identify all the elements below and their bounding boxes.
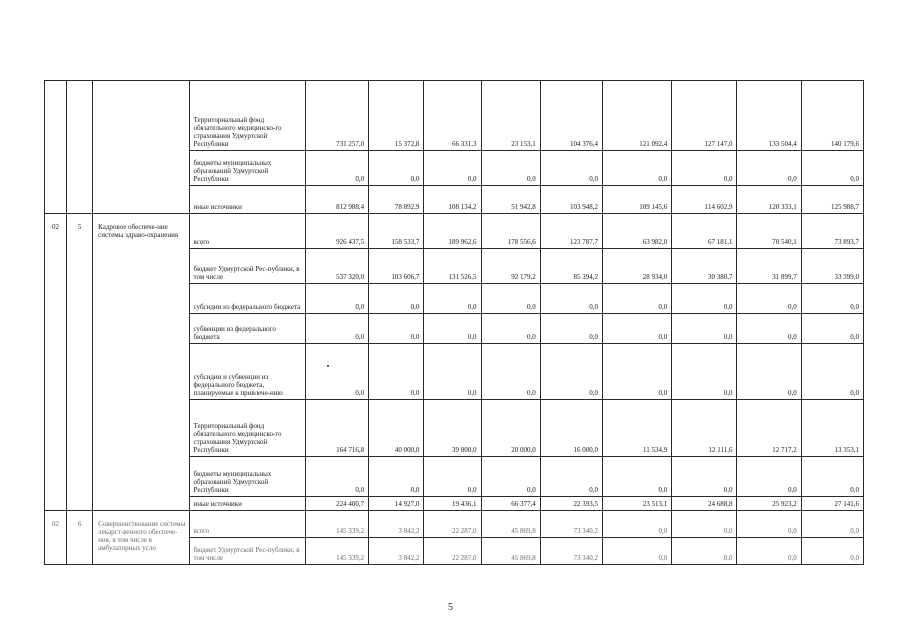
amount-cell: 0,0 — [602, 314, 671, 344]
amount-cell: 164 716,8 — [305, 400, 368, 457]
amount-cell: 14 927,0 — [369, 497, 424, 511]
amount-cell: 31 899,7 — [737, 249, 801, 284]
amount-cell: 70 540,1 — [737, 214, 801, 249]
funding-source-cell — [189, 538, 305, 565]
amount-cell: 12 717,2 — [737, 400, 801, 457]
amount-cell: 0,0 — [305, 284, 368, 314]
amount-cell: 24 688,8 — [672, 497, 737, 511]
amount-cell: 0,0 — [801, 538, 863, 565]
amount-cell: 178 556,6 — [481, 214, 540, 249]
amount-cell: 0,0 — [672, 538, 737, 565]
funding-source-label: Территориальный фонд обязательного медицинско-го страхования Удмуртской Республики — [193, 116, 282, 148]
amount-cell: 0,0 — [540, 284, 602, 314]
amount-cell: 0,0 — [737, 284, 801, 314]
amount-cell: 0,0 — [369, 151, 424, 186]
table-row — [45, 81, 864, 151]
amount-cell: 0,0 — [801, 344, 863, 400]
amount-cell: 125 988,7 — [801, 186, 863, 214]
funding-source-cell — [189, 457, 305, 497]
funding-source-cell — [189, 214, 305, 249]
amount-cell: 0,0 — [737, 457, 801, 497]
amount-cell: 13 353,1 — [801, 400, 863, 457]
amount-cell: 73 340,2 — [540, 511, 602, 538]
funding-source-cell — [189, 284, 305, 314]
amount-cell: 0,0 — [801, 314, 863, 344]
page-number: 5 — [448, 602, 453, 613]
funding-source-cell — [189, 249, 305, 284]
amount-cell: 0,0 — [737, 314, 801, 344]
funding-source-cell — [189, 497, 305, 511]
funding-source-label: всего — [193, 238, 210, 246]
amount-cell: 224 400,7 — [305, 497, 368, 511]
amount-cell: 0,0 — [424, 457, 481, 497]
amount-cell: 27 141,6 — [801, 497, 863, 511]
amount-cell: 78 892,9 — [369, 186, 424, 214]
amount-cell: 131 526,5 — [424, 249, 481, 284]
amount-cell: 45 869,8 — [481, 538, 540, 565]
item-number-cell: 6 — [67, 511, 93, 565]
funding-source-label: субвенции из федерального бюджета — [193, 325, 276, 341]
amount-cell: 0,0 — [424, 284, 481, 314]
amount-cell: 22 287,0 — [424, 511, 481, 538]
amount-cell: 731 257,0 — [305, 81, 368, 151]
funding-source-label: бюджеты муниципальных образований Удмуртской Республики — [193, 159, 272, 183]
funding-source-label: иные источники — [193, 500, 242, 508]
amount-cell: 158 533,7 — [369, 214, 424, 249]
amount-cell: 140 179,6 — [801, 81, 863, 151]
funding-source-label: субсидии из федерального бюджета — [193, 303, 301, 311]
amount-cell: 0,0 — [540, 314, 602, 344]
amount-cell: 103 948,2 — [540, 186, 602, 214]
table-row — [45, 511, 864, 538]
amount-cell: 0,0 — [672, 314, 737, 344]
amount-cell: 104 376,4 — [540, 81, 602, 151]
funding-source-cell — [189, 186, 305, 214]
amount-cell: 0,0 — [305, 151, 368, 186]
amount-cell: 0,0 — [424, 314, 481, 344]
amount-cell: 0,0 — [481, 151, 540, 186]
amount-cell: 0,0 — [602, 151, 671, 186]
amount-cell: 189 962,6 — [424, 214, 481, 249]
amount-cell: 537 320,0 — [305, 249, 368, 284]
amount-cell: 0,0 — [602, 284, 671, 314]
amount-cell: 0,0 — [602, 538, 671, 565]
budget-table — [44, 80, 864, 565]
amount-cell: 73 893,7 — [801, 214, 863, 249]
amount-cell: 0,0 — [737, 151, 801, 186]
amount-cell: 0,0 — [369, 314, 424, 344]
amount-cell: 0,0 — [540, 151, 602, 186]
amount-cell: 0,0 — [481, 457, 540, 497]
amount-cell: 0,0 — [737, 538, 801, 565]
amount-cell: 22 287,0 — [424, 538, 481, 565]
amount-cell: 812 988,4 — [305, 186, 368, 214]
amount-cell: 25 923,2 — [737, 497, 801, 511]
amount-cell: 0,0 — [801, 511, 863, 538]
amount-cell: 28 934,0 — [602, 249, 671, 284]
amount-cell: 30 380,7 — [672, 249, 737, 284]
amount-cell: 0,0 — [305, 344, 368, 400]
table-row — [45, 214, 864, 249]
amount-cell: 33 399,0 — [801, 249, 863, 284]
amount-cell: 0,0 — [801, 284, 863, 314]
amount-cell: 926 437,5 — [305, 214, 368, 249]
amount-cell: 0,0 — [481, 344, 540, 400]
program-code-cell — [45, 81, 67, 214]
amount-cell: 0,0 — [424, 344, 481, 400]
amount-cell: 0,0 — [540, 457, 602, 497]
funding-source-label: бюджеты муниципальных образований Удмуртской Республики — [193, 470, 272, 494]
amount-cell: 0,0 — [481, 284, 540, 314]
funding-source-label: бюджет Удмуртской Рес-публики, в том числе — [193, 265, 300, 281]
amount-cell: 0,0 — [540, 344, 602, 400]
funding-source-label: субсидии и субвенции из федерального бюджета, планируемые к привлече-нию — [193, 373, 283, 397]
funding-source-cell — [189, 400, 305, 457]
amount-cell: 3 842,2 — [369, 511, 424, 538]
amount-cell: 0,0 — [369, 284, 424, 314]
measure-name-cell — [93, 81, 189, 214]
amount-cell: 0,0 — [672, 457, 737, 497]
program-code-cell: 02 — [45, 214, 67, 511]
amount-cell: 0,0 — [737, 511, 801, 538]
amount-cell: 19 436,1 — [424, 497, 481, 511]
item-number-cell — [67, 81, 93, 214]
amount-cell: 145 339,2 — [305, 511, 368, 538]
amount-cell: 103 606,7 — [369, 249, 424, 284]
amount-cell: 0,0 — [801, 457, 863, 497]
amount-cell: 127 147,0 — [672, 81, 737, 151]
amount-cell: 0,0 — [801, 151, 863, 186]
amount-cell: 133 504,4 — [737, 81, 801, 151]
amount-cell: 3 842,2 — [369, 538, 424, 565]
amount-cell: 23 513,1 — [602, 497, 671, 511]
funding-source-cell — [189, 344, 305, 400]
amount-cell: 11 534,9 — [602, 400, 671, 457]
amount-cell: 120 333,1 — [737, 186, 801, 214]
amount-cell: 123 787,7 — [540, 214, 602, 249]
item-number-cell: 5 — [67, 214, 93, 511]
amount-cell: 0,0 — [672, 284, 737, 314]
amount-cell: 67 181,1 — [672, 214, 737, 249]
funding-source-label: иные источники — [193, 203, 242, 211]
amount-cell: 0,0 — [305, 457, 368, 497]
amount-cell: 20 000,0 — [481, 400, 540, 457]
amount-cell: 12 111,6 — [672, 400, 737, 457]
amount-cell: 0,0 — [481, 314, 540, 344]
funding-source-cell — [189, 511, 305, 538]
amount-cell: 109 145,6 — [602, 186, 671, 214]
funding-source-cell — [189, 81, 305, 151]
amount-cell: 39 800,0 — [424, 400, 481, 457]
funding-source-cell — [189, 151, 305, 186]
scan-speck — [327, 365, 329, 367]
amount-cell: 51 942,8 — [481, 186, 540, 214]
amount-cell: 0,0 — [424, 151, 481, 186]
amount-cell: 23 153,1 — [481, 81, 540, 151]
amount-cell: 0,0 — [305, 314, 368, 344]
amount-cell: 108 134,2 — [424, 186, 481, 214]
amount-cell: 0,0 — [602, 511, 671, 538]
measure-name-cell: Кадровое обеспече-ние системы здраво-охранения — [93, 214, 189, 511]
amount-cell: 121 092,4 — [602, 81, 671, 151]
amount-cell: 0,0 — [737, 344, 801, 400]
amount-cell: 114 602,9 — [672, 186, 737, 214]
funding-source-label: всего — [193, 527, 210, 535]
amount-cell: 92 179,2 — [481, 249, 540, 284]
amount-cell: 15 372,8 — [369, 81, 424, 151]
amount-cell: 73 340,2 — [540, 538, 602, 565]
program-code-cell: 02 — [45, 511, 67, 565]
amount-cell: 85 394,2 — [540, 249, 602, 284]
amount-cell: 0,0 — [602, 344, 671, 400]
amount-cell: 0,0 — [369, 457, 424, 497]
amount-cell: 0,0 — [672, 151, 737, 186]
amount-cell: 45 869,8 — [481, 511, 540, 538]
amount-cell: 22 393,5 — [540, 497, 602, 511]
funding-source-label: Территориальный фонд обязательного медицинско-го страхования Удмуртской Республики — [193, 422, 282, 454]
amount-cell: 145 339,2 — [305, 538, 368, 565]
amount-cell: 66 377,4 — [481, 497, 540, 511]
amount-cell: 63 982,0 — [602, 214, 671, 249]
funding-source-cell — [189, 314, 305, 344]
amount-cell: 0,0 — [672, 511, 737, 538]
amount-cell: 0,0 — [602, 457, 671, 497]
amount-cell: 0,0 — [369, 344, 424, 400]
funding-source-label: бюджет Удмуртской Рес-публики, в том числе — [193, 546, 300, 562]
amount-cell: 40 000,0 — [369, 400, 424, 457]
amount-cell: 66 331,3 — [424, 81, 481, 151]
amount-cell: 16 000,0 — [540, 400, 602, 457]
amount-cell: 0,0 — [672, 344, 737, 400]
measure-name-cell: Совершенствование системы лекарст-венного обеспече-ния, в том числе в амбулаторных усло — [93, 511, 189, 565]
